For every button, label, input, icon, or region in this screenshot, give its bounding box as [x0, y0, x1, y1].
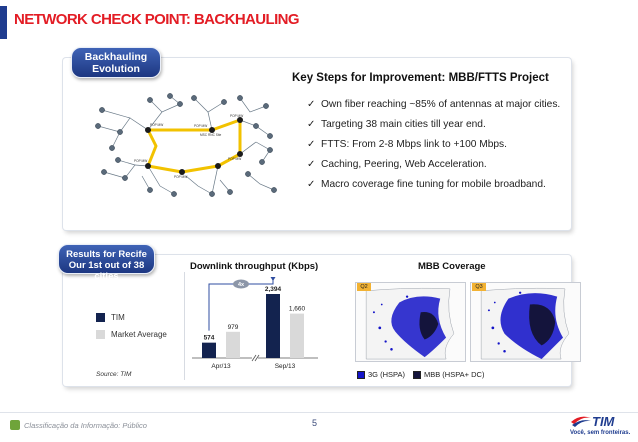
map-tag-q3: Q3	[472, 283, 486, 291]
key-step-text: Macro coverage fine tuning for mobile broadband.	[321, 179, 546, 190]
key-step-item	[307, 98, 562, 111]
legend-item-mbb	[413, 370, 485, 379]
node-label: POP MW	[230, 114, 244, 118]
growth-label: 4x	[237, 282, 245, 288]
node-label: POP MW	[174, 175, 188, 179]
key-steps-list	[307, 98, 562, 198]
category-label: Apr/13	[211, 363, 231, 370]
page-number: 5	[312, 418, 318, 428]
legend-swatch	[357, 371, 365, 379]
node-label: POP MW	[150, 123, 164, 127]
chart-source: Source: TIM	[96, 371, 132, 378]
key-step-item	[307, 178, 562, 191]
downlink-title: Downlink throughput (Kbps)	[190, 261, 319, 272]
results-recife-badge	[58, 244, 155, 282]
brand-name: TIM	[592, 414, 615, 429]
classification-text: Classificação da Informação: Público	[24, 420, 147, 430]
data-label: 1,660	[288, 305, 306, 313]
network-diagram	[90, 90, 280, 202]
bar-tim	[202, 343, 216, 358]
legend-label: Market Average	[111, 330, 167, 339]
panel-divider	[184, 272, 185, 380]
footer-divider	[0, 412, 638, 413]
checkmark-icon: ✓	[307, 159, 316, 170]
badge-line-1: Backhauling	[84, 51, 148, 63]
brand-tagline: Você, sem fronteiras.	[570, 430, 631, 436]
legend-label: TIM	[111, 313, 125, 322]
badge-line-1: Results for Recife	[66, 249, 147, 260]
badge-line-2: Evolution	[92, 63, 140, 75]
legend-swatch	[413, 371, 421, 379]
mbb-coverage-title: MBB Coverage	[418, 261, 486, 272]
legend-item-3g	[357, 370, 405, 379]
key-step-text: Targeting 38 main cities till year end.	[321, 119, 486, 130]
key-step-item	[307, 138, 562, 151]
coverage-legend	[357, 370, 484, 379]
page-title: NETWORK CHECK POINT: BACKHAULING	[14, 11, 299, 28]
downlink-chart	[188, 272, 338, 374]
node-label: POP MW	[134, 159, 148, 163]
growth-arrowhead	[271, 277, 276, 281]
bar-market	[290, 314, 304, 358]
legend-swatch	[96, 330, 105, 339]
node-label: MSC RNC Site	[200, 133, 222, 137]
data-label: 2,394	[264, 286, 282, 293]
legend-item-tim	[96, 313, 167, 322]
legend-item-market	[96, 330, 167, 339]
category-label: Sep/13	[274, 363, 296, 370]
legend-label: 3G (HSPA)	[368, 370, 405, 379]
node-label: POP MW	[194, 124, 208, 128]
badge-line-2: Our 1st out of 38 cities	[68, 260, 145, 282]
key-step-text: FTTS: From 2-8 Mbps link to +100 Mbps.	[321, 139, 507, 150]
backhauling-evolution-badge	[71, 47, 161, 78]
legend-swatch	[96, 313, 105, 322]
document-icon	[10, 420, 20, 430]
key-step-item	[307, 158, 562, 171]
node-label: POP MW	[228, 157, 242, 161]
checkmark-icon: ✓	[307, 179, 316, 190]
key-step-text: Own fiber reaching ~85% of antennas at major cities.	[321, 99, 561, 110]
site-nodes	[95, 93, 276, 196]
brand-logo	[570, 413, 632, 441]
coverage-map-q3	[470, 282, 581, 362]
brand-swoosh-icon	[570, 413, 592, 429]
key-steps-title: Key Steps for Improvement: MBB/FTTS Project	[292, 72, 549, 84]
map-tag-q2: Q2	[357, 283, 371, 291]
downlink-legend	[96, 313, 167, 347]
bar-tim	[266, 294, 280, 358]
classification-label	[10, 420, 147, 430]
coverage-map-q2	[355, 282, 466, 362]
checkmark-icon: ✓	[307, 119, 316, 130]
checkmark-icon: ✓	[307, 139, 316, 150]
key-step-item	[307, 118, 562, 131]
data-label: 979	[227, 323, 239, 331]
key-step-text: Caching, Peering, Web Acceleration.	[321, 159, 487, 170]
bar-market	[226, 332, 240, 358]
legend-label: MBB (HSPA+ DC)	[423, 370, 485, 379]
data-label: 574	[203, 334, 215, 342]
checkmark-icon: ✓	[307, 99, 316, 110]
title-accent-bar	[0, 6, 7, 39]
